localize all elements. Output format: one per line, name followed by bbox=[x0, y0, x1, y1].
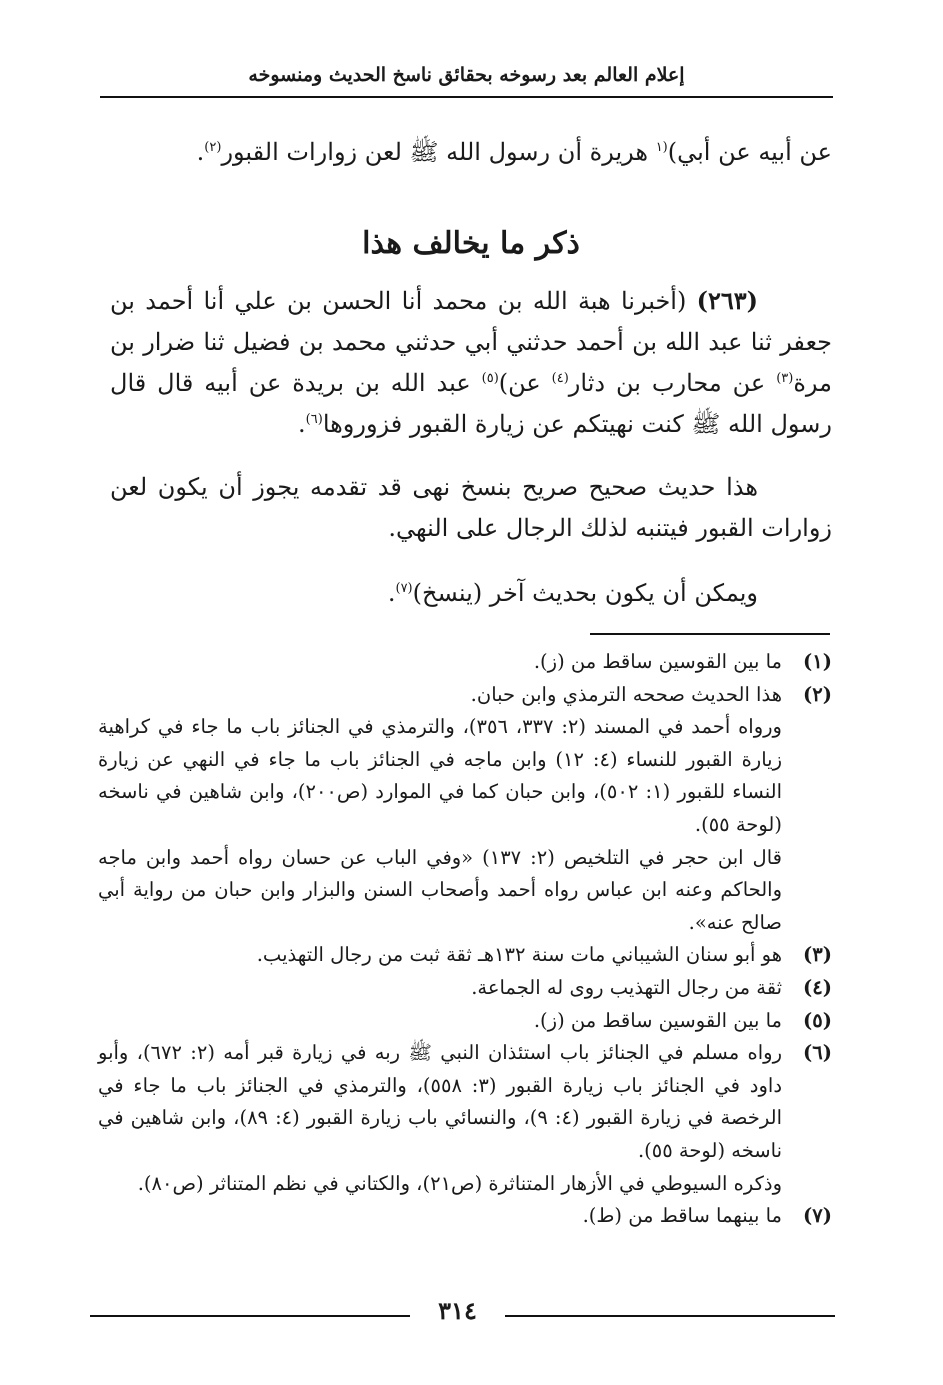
paragraph-text: . bbox=[298, 410, 306, 438]
footnote-label: (٤) bbox=[803, 975, 832, 999]
footnote-item bbox=[98, 1037, 832, 1167]
paragraph-text: . bbox=[196, 138, 205, 166]
footnote-label: (٥) bbox=[803, 1008, 832, 1032]
paragraph-text: . bbox=[387, 579, 396, 607]
footnote-ref: (٤) bbox=[551, 371, 569, 386]
commentary-paragraph bbox=[110, 573, 832, 614]
footnote-text: رواه مسلم في الجنائز باب استئذان النبي ﷺ ربه في زيارة قبر أمه (٢: ٦٧٢)، وأبو داود في الجنائز باب زيارة القبور (٣: ٥٥٨)، والترمذي في الجنائز باب ما جاء في الرخصة في زيارة القبور (٤: ٩)، والنسائي باب زيارة القبور (٤: ٨٩)، وابن شاهين في ناسخه (لوحة ٥٥). bbox=[98, 1041, 783, 1162]
paragraph-text: هريرة أن رسول الله ﷺ لعن زوارات القبور bbox=[221, 138, 656, 166]
header-rule bbox=[100, 96, 833, 98]
commentary-paragraph: هذا حديث صحيح صريح بنسخ نهى قد تقدمه يجوز أن يكون لعن زوارات القبور فيتنبه لذلك الرجال على النهي. bbox=[110, 473, 832, 542]
footnote-item bbox=[98, 1200, 832, 1233]
footnote-text: ثقة من رجال التهذيب روى له الجماعة. bbox=[471, 975, 782, 999]
footnote-item bbox=[98, 939, 832, 972]
paragraph-continuation bbox=[110, 132, 832, 173]
footnote-item bbox=[98, 679, 832, 712]
footnote-text: ما بينهما ساقط من (ط). bbox=[582, 1204, 782, 1228]
footnote-item bbox=[98, 646, 832, 679]
hadith-paragraph bbox=[110, 280, 832, 445]
footnotes-section bbox=[98, 646, 832, 1233]
footnote-continuation: قال ابن حجر في التلخيص (٢: ١٣٧) «وفي الباب عن حسان رواه أحمد وابن ماجه والحاكم وعنه ابن عباس رواه أحمد وأصحاب السنن والبزار وابن حبان من رواية أبي صالح عنه». bbox=[98, 845, 782, 934]
footnote-ref: (٣) bbox=[776, 371, 794, 386]
footnote-label: (٧) bbox=[803, 1204, 832, 1228]
footnote-text: هو أبو سنان الشيباني مات سنة ١٣٢هـ ثقة ثبت من رجال التهذيب. bbox=[256, 943, 782, 967]
footnote-ref: (١ bbox=[655, 140, 668, 155]
footer-rule-left bbox=[90, 1315, 410, 1317]
footnote-text: هذا الحديث صححه الترمذي وابن حبان. bbox=[470, 682, 782, 706]
footnote-label: (٢) bbox=[803, 682, 832, 706]
footnote-item bbox=[98, 972, 832, 1005]
page-footer bbox=[90, 1291, 835, 1331]
paragraph-text: عن محارب بن دثار bbox=[568, 369, 777, 397]
footnote-ref: (٧) bbox=[395, 581, 413, 596]
section-heading: ذكر ما يخالف هذا bbox=[362, 226, 580, 261]
footnote-item bbox=[98, 1005, 832, 1038]
hadith-number: (٢٦٣) bbox=[696, 286, 758, 315]
paragraph-text: عن) bbox=[498, 369, 552, 397]
footnote-label: (٣) bbox=[803, 943, 832, 967]
footnote-continuation: ورواه أحمد في المسند (٢: ٣٣٧، ٣٥٦)، والترمذي في الجنائز باب ما جاء في كراهية زيارة القبور للنساء (٤: ١٢) وابن ماجه في الجنائز باب ما جاء في النهي عن زيارة النساء للقبور (١: ٥٠٢)، وابن حبان كما في الموارد (ص٢٠٠)، وابن شاهين في ناسخه (لوحة ٥٥). bbox=[98, 715, 782, 836]
footnote-continuation: وذكره السيوطي في الأزهار المتناثرة (ص٢١)، والكتاني في نظم المتناثر (ص٨٠). bbox=[137, 1171, 782, 1195]
paragraph-text: ويمكن أن يكون بحديث آخر (ينسخ) bbox=[412, 579, 758, 607]
paragraph-text: عبد الله بن بريدة عن أبيه قال قال رسول الله ﷺ كنت نهيتكم عن زيارة القبور فزوروها bbox=[110, 369, 832, 438]
footnote-text: ما بين القوسين ساقط من (ز). bbox=[533, 650, 782, 673]
paragraph-text: (أخبرنا هبة الله بن محمد أنا الحسن بن علي أنا أحمد بن جعفر ثنا عبد الله بن أحمد حدثني أبي حدثني محمد بن فضيل ثنا ضرار بن مرة bbox=[110, 287, 832, 397]
footnote-label: (١) bbox=[803, 650, 832, 673]
footnote-ref: (٦) bbox=[305, 412, 323, 427]
footnote-ref: (٥) bbox=[481, 371, 499, 386]
page-number: ٣١٤ bbox=[438, 1296, 477, 1325]
paragraph-text: عن أبيه عن أبي) bbox=[667, 138, 832, 166]
footnote-separator bbox=[590, 633, 830, 635]
running-title: إعلام العالم بعد رسوخه بحقائق ناسخ الحديث ومنسوخه bbox=[248, 64, 685, 86]
footer-rule-right bbox=[505, 1315, 835, 1317]
footnote-label: (٦) bbox=[803, 1041, 832, 1065]
footnote-ref: (٢) bbox=[204, 140, 222, 155]
footnote-text: ما بين القوسين ساقط من (ز). bbox=[533, 1008, 782, 1032]
